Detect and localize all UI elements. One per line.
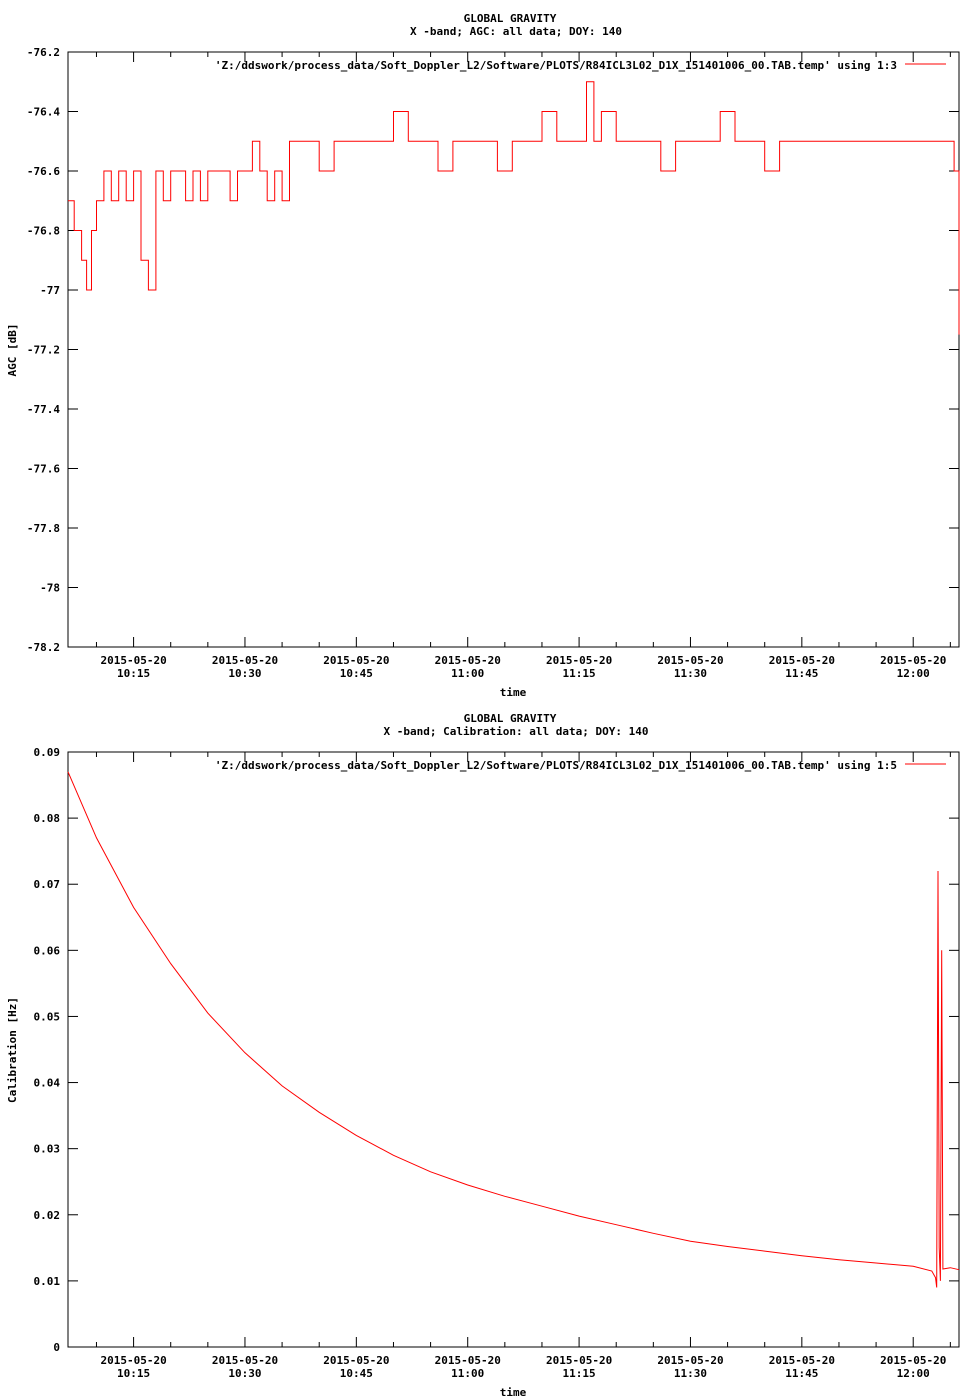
agc-x-tick-time: 10:15 — [117, 667, 151, 680]
agc-y-tick-label: -77.2 — [26, 343, 60, 357]
calibration-y-tick-label: 0.09 — [33, 746, 60, 759]
calibration-x-tick-time: 11:45 — [785, 1367, 819, 1380]
calibration-y-axis — [34, 746, 960, 1354]
calibration-x-tick-date: 2015-05-20 — [434, 1354, 501, 1367]
agc-y-tick-label: -76.4 — [26, 105, 60, 119]
agc-x-axis-label: time — [499, 686, 527, 699]
agc-y-tick-label: -77 — [40, 284, 60, 297]
calibration-x-tick-date: 2015-05-20 — [100, 1354, 167, 1367]
agc-x-tick-time: 10:45 — [339, 667, 373, 680]
agc-x-tick-date: 2015-05-20 — [323, 654, 390, 667]
calibration-x-tick-date: 2015-05-20 — [211, 1354, 279, 1367]
calibration-chart — [6, 712, 959, 1399]
calibration-legend-label: 'Z:/ddswork/process_data/Soft_Doppler_L2/Software/PLOTS/R84ICL3L02_D1X_151401006_00.TAB.temp' using 1:5 — [214, 759, 897, 772]
agc-x-tick-time: 10:30 — [228, 667, 262, 680]
agc-x-tick-time: 11:15 — [562, 667, 596, 680]
agc-x-tick-date: 2015-05-20 — [434, 654, 501, 667]
agc-x-tick-date: 2015-05-20 — [545, 654, 613, 667]
agc-x-axis — [96, 52, 950, 680]
calibration-x-tick-time: 11:15 — [562, 1367, 596, 1380]
agc-y-tick-label: -77.4 — [26, 403, 60, 416]
agc-y-axis — [27, 46, 959, 654]
agc-legend-label: 'Z:/ddswork/process_data/Soft_Doppler_L2/Software/PLOTS/R84ICL3L02_D1X_151401006_00.TAB.temp' using 1:3 — [214, 59, 897, 72]
agc-y-tick-label: -77.8 — [26, 522, 60, 535]
agc-chart-title: GLOBAL GRAVITY — [463, 12, 557, 25]
agc-y-tick-label: -77.6 — [26, 462, 60, 476]
agc-x-tick-date: 2015-05-20 — [211, 654, 279, 667]
calibration-x-tick-time: 12:00 — [896, 1367, 930, 1380]
calibration-chart-subtitle: X -band; Calibration: all data; DOY: 140 — [383, 725, 649, 738]
agc-chart — [6, 12, 959, 699]
agc-x-tick-time: 12:00 — [896, 667, 930, 680]
agc-x-tick-time: 11:30 — [673, 667, 708, 680]
agc-x-tick-date: 2015-05-20 — [768, 654, 835, 667]
agc-x-tick-date: 2015-05-20 — [100, 654, 167, 667]
calibration-y-axis-label: Calibration [Hz] — [6, 997, 19, 1103]
agc-y-axis-label: AGC [dB] — [6, 323, 19, 377]
calibration-x-tick-date: 2015-05-20 — [323, 1354, 390, 1367]
calibration-x-tick-time: 11:00 — [451, 1367, 485, 1380]
calibration-y-tick-label: 0.05 — [33, 1010, 60, 1024]
calibration-x-axis — [96, 752, 950, 1380]
calibration-x-tick-date: 2015-05-20 — [657, 1354, 724, 1367]
calibration-y-tick-label: 0.01 — [33, 1274, 60, 1288]
calibration-y-tick-label: 0 — [53, 1341, 60, 1354]
agc-x-tick-time: 11:45 — [785, 667, 819, 680]
calibration-x-tick-date: 2015-05-20 — [768, 1354, 835, 1367]
agc-y-tick-label: -76.8 — [26, 224, 60, 238]
calibration-y-tick-label: 0.08 — [33, 812, 60, 826]
calibration-y-tick-label: 0.07 — [33, 878, 60, 892]
agc-y-tick-label: -76.2 — [26, 46, 60, 59]
agc-y-tick-label: -78 — [40, 581, 60, 595]
agc-x-tick-time: 11:00 — [451, 667, 485, 680]
agc-series-line — [68, 82, 959, 335]
calibration-plot-frame — [68, 752, 959, 1347]
agc-x-tick-date: 2015-05-20 — [880, 654, 947, 667]
agc-chart-subtitle: X -band; AGC: all data; DOY: 140 — [410, 25, 622, 38]
calibration-x-tick-date: 2015-05-20 — [545, 1354, 613, 1367]
agc-x-tick-date: 2015-05-20 — [657, 654, 724, 667]
agc-series — [68, 82, 959, 335]
agc-y-tick-label: -78.2 — [26, 641, 60, 654]
calibration-series — [68, 772, 959, 1288]
calibration-x-tick-date: 2015-05-20 — [880, 1354, 947, 1367]
calibration-y-tick-label: 0.02 — [33, 1208, 60, 1222]
calibration-y-tick-label: 0.04 — [33, 1076, 60, 1090]
agc-y-tick-label: -76.6 — [26, 165, 60, 178]
calibration-x-tick-time: 10:45 — [339, 1367, 373, 1380]
calibration-chart-title: GLOBAL GRAVITY — [463, 712, 557, 725]
calibration-x-tick-time: 10:15 — [117, 1367, 151, 1380]
calibration-y-tick-label: 0.06 — [33, 944, 60, 958]
calibration-x-tick-time: 10:30 — [228, 1367, 262, 1380]
calibration-x-tick-time: 11:30 — [673, 1367, 708, 1380]
calibration-y-tick-label: 0.03 — [33, 1142, 60, 1156]
calibration-series-line — [68, 772, 959, 1288]
calibration-x-axis-label: time — [499, 1386, 527, 1399]
